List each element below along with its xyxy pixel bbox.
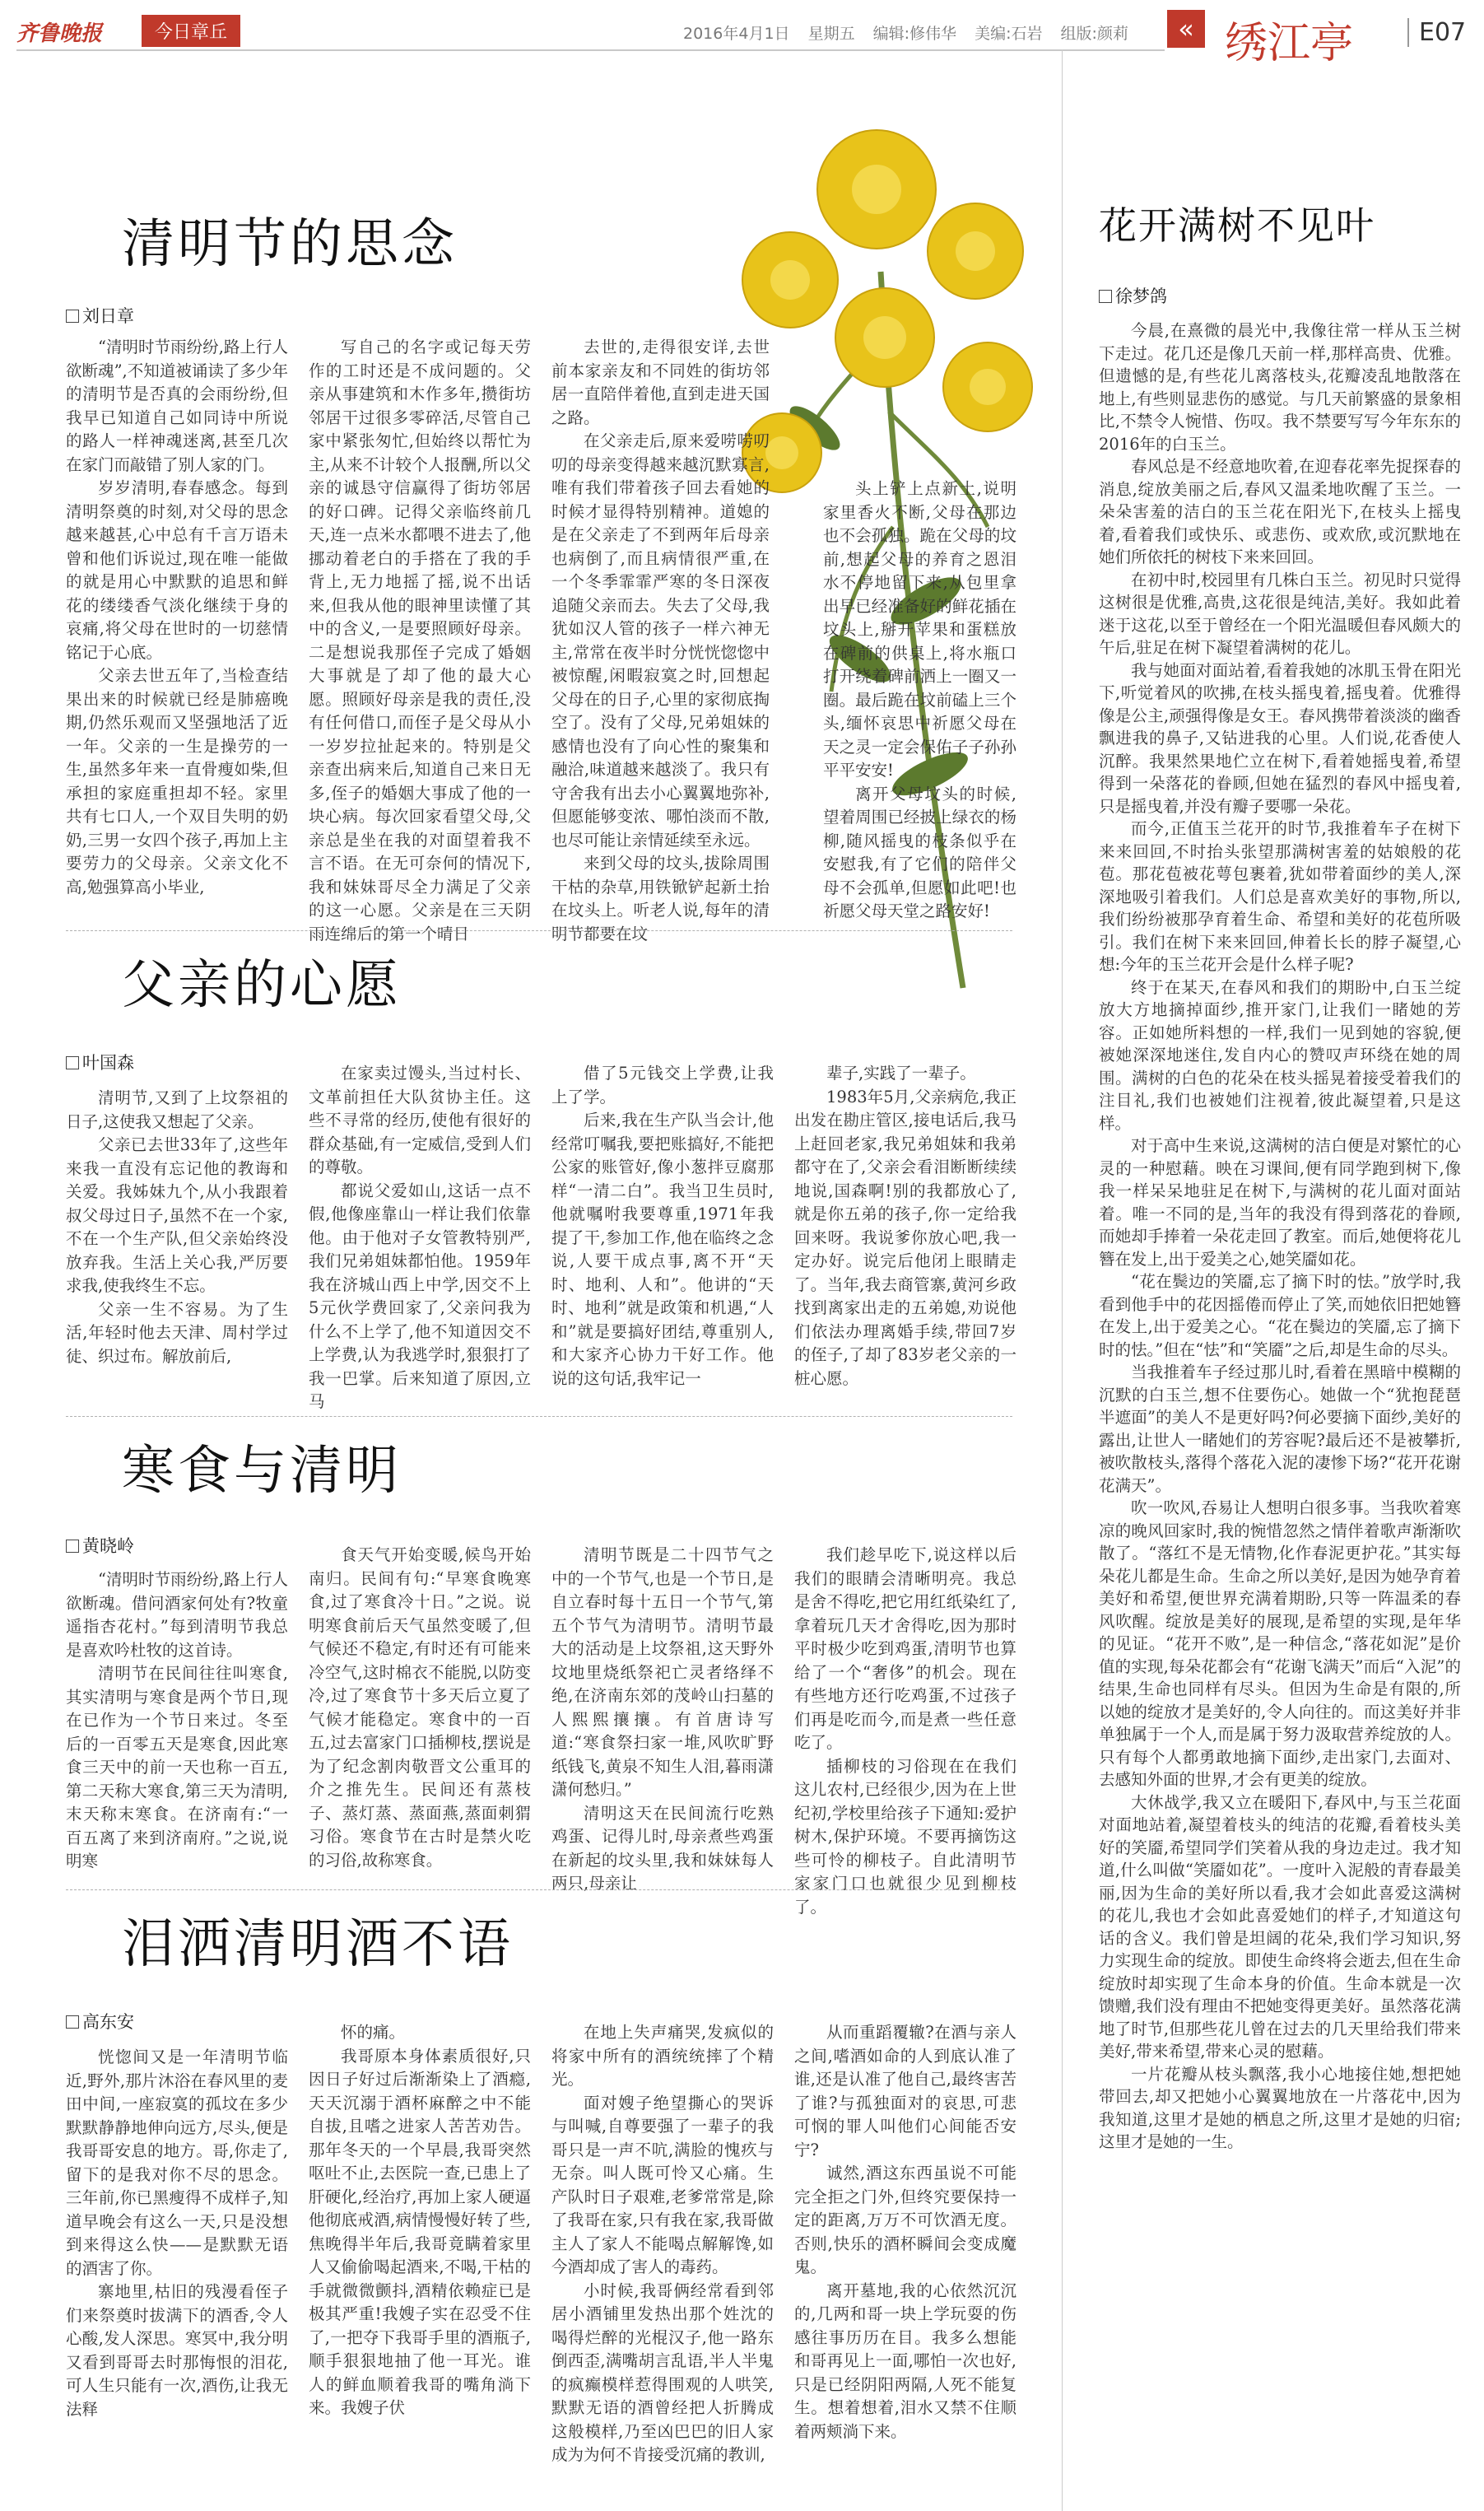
section-name: 绣江亭 [1225, 19, 1354, 68]
article-column [794, 2021, 1016, 2507]
article-paragraph: “清明时节雨纷纷,路上行人欲断魂。借问酒家何处有?牧童遥指杏花村。”每到清明节我总是喜欢吟杜牧的这首诗。 [66, 1570, 288, 1660]
article-paragraph: 食天气开始变暖,候鸟开始南归。民间有句:“早寒食晚寒食,过了寒食冷十日。”之说。说明寒食前后天气虽然变暖了,但气候还不稳定,有时还有可能来冷空气,这时棉衣不能脱,以防变冷,过了寒食节十多天后立夏了气候才能稳定。寒食中的一百五,过去富家门口插柳枝,摆说是为了纪念割肉敬晋文公重耳的介之推先生。民间还有蒸枝子、蒸灯蒸、蒸面燕,蒸面刺猬习俗。寒食节在古时是禁火吃的习俗,故称寒食。 [309, 1545, 531, 1870]
article-byline: 刘日章 [66, 303, 134, 328]
article-paragraph: 恍惚间又是一年清明节临近,野外,那片沐浴在春风里的麦田中间,一座寂寞的孤坟在多少默默静静地伸向远方,尽头,便是我哥哥安息的地方。哥,你走了,留下的是我对你不尽的思念。三年前,你已黑瘦得不成样子,知道早晚会有这么一天,只是没想到来得这么快——是默默无语的酒害了你。 [66, 2047, 288, 2278]
article-paragraph: “清明时节雨纷纷,路上行人欲断魂”,不知道被诵读了多少年的清明节是否真的会雨纷纷,但我早已知道自己如同诗中所说的路人一样神魂迷离,甚至几次在家门而敲错了别人家的门。 [66, 338, 288, 474]
article-paragraph: 借了5元钱交上学费,让我上了学。 [551, 1064, 774, 1106]
article-paragraph: 在父亲走后,原来爱唠唠叨叨的母亲变得越来越沉默寡言,唯有我们带着孩子回去看她的时候才显得特别精神。道媳的是在父亲走了不到两年后母亲也病倒了,而且病情很严重,在一个冬季霏霏严寒的冬日深夜追随父亲而去。失去了父母,我犹如汉人管的孩子一样六神无主,常常在夜半时分恍恍惚惚中被惊醒,闲暇寂寞之时,回想起父母在的日子,心里的家彻底掏空了。没有了父母,兄弟姐妹的感情也没有了向心性的聚集和融洽,味道越来越淡了。我只有守舍我有出去小心翼翼地弥补,但愿能够变浓、哪怕淡而不散,也尽可能让亲情延续至永远。 [551, 431, 770, 850]
article-paragraph: 1983年5月,父亲病危,我正出发在勘庄管区,接电话后,我马上赶回老家,我兄弟姐妹和我弟都守在了,父亲会看泪断断续续地说,国森啊!别的我都放心了,就是你五弟的孩子,你一定给我回来呀。我说爹你放心吧,我一定办好。说完后他闭上眼睛走了。当年,我去商管寨,黄河乡政找到离家出走的五弟媳,劝说他们依法办理离婚手续,带回7岁的侄子,了却了83岁老父亲的一桩心愿。 [794, 1087, 1016, 1388]
article-byline: 叶国森 [66, 1050, 134, 1074]
article-column [551, 1544, 774, 1893]
article-paragraph: 清明这天在民间流行吃熟鸡蛋、记得儿时,母亲煮些鸡蛋在新起的坟头里,我和妹妹每人两只,母亲让 [551, 1803, 774, 1893]
side-article-paragraph: 而今,正值玉兰花开的时节,我推着车子在树下来来回回,不时抬头张望那满树害羞的姑娘般的花苞。那花苞被花萼包裹着,犹如带着面纱的美人,深深地吸引着我们。人们总是喜欢美好的事物,所以,我们纷纷被那孕育着生命、希望和美好的花苞所吸引。我们在树下来来回回,伸着长长的脖子凝望,心想:今年的玉兰花开会是什么样子呢? [1099, 819, 1461, 974]
article-paragraph: 都说父爱如山,这话一点不假,他像座靠山一样让我们依靠他。由于他对子女管教特别严,我们兄弟姐妹都怕他。1959年我在济城山西上中学,因交不上5元伙学费回家了,父亲问我为什么不上学了,他不知道因交不上学费,认为我逃学时,狠狠打了我一巴掌。后来知道了原因,立马 [309, 1181, 531, 1411]
designer-credit: 美编:石岩 [975, 25, 1043, 43]
article-title: 泪洒清明酒不语 [122, 1914, 514, 1975]
article-paragraph: 我们趁早吃下,说这样以后我们的眼睛会清晰明亮。我总是舍不得吃,把它用红纸染红了,拿着玩几天才舍得吃,因为那时平时极少吃到鸡蛋,清明节也算给了一个“奢侈”的机会。现在有些地方还行吃鸡蛋,不过孩子们再是吃而今,而是煮一些任意吃了。 [794, 1545, 1016, 1752]
article-column [66, 1087, 288, 1416]
article-paragraph: 面对嫂子绝望撕心的哭诉与叫喊,自尊要强了一辈子的我哥只是一声不吭,满脸的愧疚与无奈。叫人既可怜又心痛。生产队时日子艰难,老爹常常是,除了我哥在家,只有我在家,我哥做主人了家人不能喝点解解馋,如今酒却成了害人的毒药。 [551, 2093, 774, 2276]
article-separator [66, 930, 1012, 931]
article-title: 寒食与清明 [122, 1441, 402, 1502]
article-paragraph: 父亲已去世33年了,这些年来我一直没有忘记他的教诲和关爱。我姊妹九个,从小我跟着叔父母过日子,虽然不在一个家,不在一个生产队,但父亲始终没放弃我。生活上关心我,严厉要求我,使我终生不忘。 [66, 1135, 288, 1295]
side-article-paragraph: 当我推着车子经过那儿时,看着在黑暗中模糊的沉默的白玉兰,想不住要伤心。她做一个“犹抱琵琶半遮面”的美人不是更好吗?何必要摘下面纱,美好的露出,让世人一睹她们的芳容呢?最后还不是被攀折,被吹散枝头,落得个落花入泥的凄惨下场?“花开花谢花满天”。 [1099, 1363, 1461, 1495]
side-article-paragraph: 对于高中生来说,这满树的洁白便是对繁忙的心灵的一种慰藉。映在习课间,便有同学跑到树下,像我一样呆呆地驻足在树下,与满树的花儿面对面站着。唯一不同的是,当年的我没有得到落花的眷顾,而她却手捧着一朵花走回了教室。而后,她便将花儿簪在发上,出于爱美之心,她笑靥如花。 [1099, 1136, 1461, 1269]
newspaper-logo: 齐鲁晚报 [16, 21, 103, 46]
header-rule [16, 49, 1165, 51]
side-article-paragraph: 春风总是不经意地吹着,在迎春花率先捉探春的消息,绽放美丽之后,春风又温柔地吹醒了玉兰。一朵朵害羞的洁白的玉兰花在阳光下,在枝头上摇曳着,看着我们或快乐、或悲伤、或欢欣,或沉默地在她们所依托的树枝下来来回回。 [1099, 457, 1461, 566]
article-paragraph: 在家卖过馒头,当过村长、文革前担任大队贫协主任。这些不寻常的经历,使他有很好的群众基础,有一定威信,受到人们的尊敬。 [309, 1064, 531, 1176]
article-column [794, 1062, 1016, 1416]
article-paragraph: 父亲去世五年了,当检查结果出来的时候就已经是肺癌晚期,仍然乐观而又坚强地活了近一年。父亲的一生是操劳的一生,虽然多年来一直骨瘦如柴,但承担的家庭重担却不轻。家里共有七口人,一个双目失明的奶奶,三男一女四个孩子,再加上主要劳力的父母亲。父亲文化不高,勉强算高小毕业, [66, 666, 288, 897]
article-title: 清明节的思念 [122, 214, 458, 275]
side-article-title: 花开满树不见叶 [1099, 203, 1375, 248]
side-article-paragraph: 我与她面对面站着,看着我她的冰肌玉骨在阳光下,听觉着风的吹拂,在枝头摇曳着,摇曳着。优雅得像是公主,顽强得像是女王。春风携带着淡淡的幽香飘进我的鼻子,又钻进我的心里。人们说,花香使人沉醉。我果然果地伫立在树下,看着她摇曳着,希望得到一朵落花的眷顾,但她在猛烈的春风中摇曳着,只是摇曳着,并没有瓣子要哪一朵花。 [1099, 660, 1461, 816]
editor-credit: 编辑:修伟华 [872, 25, 957, 43]
article-paragraph: 诚然,酒这东西虽说不可能完全拒之门外,但终究要保持一定的距离,万万不可饮酒无度。否则,快乐的酒杯瞬间会变成魔鬼。 [794, 2164, 1016, 2276]
side-article-paragraph: 一片花瓣从枝头飘落,我小心地接住她,想把她带回去,却又把她小心翼翼地放在一片落花中,因为我知道,这里才是她的栖息之所,这里才是她的归宿;这里才是她的一生。 [1099, 2064, 1461, 2151]
edition-tab: 今日章丘 [142, 15, 240, 47]
article-paragraph: 离开墓地,我的心依然沉沉的,几两和哥一块上学玩耍的伤感往事历历在目。我多么想能和哥再见上一面,哪怕一次也好,只是已经阴阳两隔,人死不能复生。想着想着,泪水又禁不住顺着两颊淌下来。 [794, 2280, 1016, 2441]
section-arrow-icon: « [1167, 10, 1205, 48]
article-title: 父亲的心愿 [122, 955, 402, 1016]
article-column [66, 1568, 288, 1885]
article-byline: 黄晓岭 [66, 1533, 134, 1558]
article-paragraph: 小时候,我哥俩经常看到邻居小酒铺里发热出那个姓沈的喝得烂醉的光棍汉子,他一路东倒西歪,满嘴胡言乱语,半人半鬼的疯癫模样惹得围观的人哄笑,默默无语的酒曾经把人折腾成这般模样,乃至凶巴巴的旧人家成为为何不肯接受沉痛的教训, [551, 2280, 774, 2464]
article-column [309, 1062, 531, 1416]
side-article-paragraph: 在初中时,校园里有几株白玉兰。初见时只觉得这树很是优雅,高贵,这花很是纯洁,美好。我如此着迷于这花,以至于曾经在一个阳光温暖但春风颇大的午后,驻足在树下凝望着满树的花儿。 [1099, 570, 1461, 657]
article-column [551, 2021, 774, 2507]
side-article-paragraph: “花在鬓边的笑靥,忘了摘下时的怯。”放学时,我看到他手中的花因摇倦而停止了笑,而她依旧把她簪在发上,出于爱美之心。“花在鬓边的笑靥,忘了摘下时的怯。”但在“怯”和“笑靥”之后,却是生命的尽头。 [1099, 1272, 1461, 1359]
article-paragraph: 清明节,又到了上坟祭祖的日子,这使我又想起了父亲。 [66, 1088, 288, 1131]
article-paragraph: 在地上失声痛哭,发疯似的将家中所有的酒统统摔了个精光。 [551, 2023, 774, 2089]
article-paragraph: 离开父母坟头的时候,望着周围已经披上绿衣的杨柳,随风摇曳的枝条似乎在安慰我,有了它们的陪伴父母不会孤单,但愿如此吧!也祈愿父母天堂之路安好! [823, 784, 1016, 920]
article-paragraph: 怀的痛。 [341, 2023, 406, 2042]
article-paragraph: 辈子,实践了一辈子。 [826, 1064, 976, 1083]
issue-weekday: 星期五 [807, 25, 855, 43]
article-byline: 高东安 [66, 2009, 134, 2033]
issue-date: 2016年4月1日 [683, 25, 790, 43]
side-article-paragraph: 终于在某天,在春风和我们的期盼中,白玉兰绽放大方地摘掉面纱,推开家门,让我们一睹她的芳容。正如她所料想的一样,我们一见到她的容貌,便被她深深地迷住,发自内心的赞叹声环绕在她的周围。满树的白色的花朵在枝头摇晃着接受着我们的注目礼,我们也被她们注视着,彼此凝望着,只是这样。 [1099, 977, 1461, 1133]
page-number: E07 [1407, 18, 1466, 47]
article-paragraph: 岁岁清明,春春感念。每到清明祭奠的时刻,对父母的思念越来越甚,心中总有千言万语未曾和他们诉说过,现在唯一能做的就是用心中默默的追思和鲜花的缕缕香气淡化继续于身的哀痛,将父母在世时的一切慈情铭记于心底。 [66, 478, 288, 662]
article-paragraph: 清明节既是二十四节气之中的一个节气,也是一个节日,是自立春时每十五日一个节气,第五个节气为清明节。清明节最大的活动是上坟祭祖,这天野外坟地里烧纸祭祀亡灵者络绎不绝,在济南东郊的茂岭山扫墓的人熙熙攘攘。有首唐诗写道:“寒食祭扫家一堆,风吹旷野纸钱飞,黄泉不知生人泪,暮雨潇潇何愁归。” [551, 1545, 774, 1799]
article-paragraph: 寨地里,枯旧的残漫看侄子们来祭奠时拔满下的酒香,令人心酸,发人深思。寒冥中,我分明又看到哥哥去时那悔恨的泪花,可人生只能有一次,酒伤,让我无法释 [66, 2282, 288, 2419]
article-separator [66, 1889, 1012, 1890]
side-article-paragraph: 大休战学,我又立在暖阳下,春风中,与玉兰花面对面地站着,凝望着枝头的纯洁的花瓣,看着枝头美好的笑靥,希望同学们笑着从我的身边走过。我才知道,什么叫做“笑靥如花”。一度叶入泥般的青春最美丽,因为生命的美好所以看,我才会如此喜爱这满树的花儿,我也才会如此喜爱她们的样子,才知道这句话的含义。我们曾是坦阔的花朵,我们学习知识,努力实现生命的绽放。即使生命终将会逝去,但在生命绽放时却实现了生命本身的价值。生命本就是一次馈赠,我们没有理由不把她变得更美好。虽然落花满地了时节,但那些花儿曾在过去的几天里给我们带来美好,带来希望,带来心灵的慰藉。 [1099, 1792, 1461, 2061]
article-paragraph: 我哥原本身体素质很好,只因日子好过后渐渐染上了酒瘾,天天沉溺于酒杯麻醉之中不能自拔,且嗜之进家人苦苦劝告。那年冬天的一个早晨,我哥突然呕吐不止,去医院一查,已患上了肝硬化,经治疗,再加上家人硬逼他彻底戒酒,病情慢慢好转了些,焦晚得半年后,我哥竟瞒着家里人又偷偷喝起酒来,不喝,干枯的手就微微颤抖,酒精依赖症已是极其严重!我嫂子实在忍受不住了,一把夺下我哥手里的酒瓶子,顺手狠狠地抽了他一耳光。谁人的鲜血顺着我哥的嘴角淌下来。我嫂子伏 [309, 2046, 531, 2417]
article-separator [66, 1416, 1012, 1417]
article-column [66, 2046, 288, 2507]
article-paragraph: 去世的,走得很安详,去世前本家亲友和不同姓的街坊邻居一直陪伴着他,直到走进天国之路。 [551, 338, 770, 427]
side-article-paragraph: 今晨,在熹微的晨光中,我像往常一样从玉兰树下走过。花几还是像几天前一样,那样高贵、优雅。但遗憾的是,有些花儿离落枝头,花瓣凌乱地散落在地上,有些则显悲伤的感觉。与几天前繁盛的景象相比,不禁令人惋惜、伤叹。我不禁要写写今年东东的2016年的白玉兰。 [1099, 321, 1461, 454]
proof-credit: 组版:颜莉 [1060, 25, 1128, 43]
article-column [309, 1544, 531, 1885]
side-article-body [1099, 319, 1461, 2505]
article-column [794, 1544, 1016, 1917]
article-column [551, 336, 770, 1077]
article-column [309, 2021, 531, 2507]
article-paragraph: 写自己的名字或记每天劳作的工时还是不成问题的。父亲从事建筑和木作多年,攒街坊邻居干过很多零碎活,尽管自己家中紧张匆忙,但始终以帮忙为主,从来不计较个人报酬,所以父亲的诚恳守信赢得了街坊邻居的好口碑。记得父亲临终前几天,连一点米水都喂不进去了,他挪动着老白的手搭在了我的手背上,无力地摇了摇,说不出话来,但我从他的眼神里读懂了其中的含义,一是要照顾好母亲。二是想说我那侄子完成了婚姻大事就是了却了他的最大心愿。照顾好母亲是我的责任,没有任何借口,而侄子是父母从小一岁岁拉扯起来的。特别是父亲查出病来后,知道自己来日无多,侄子的婚姻大事成了他的一块心病。每次回家看望父母,父亲总是坐在我的对面望着我不言不语。在无可奈何的情况下,我和妹妹哥尽全力满足了父亲的这一心愿。父亲是在三天阴雨连绵后的第一个晴日 [309, 338, 531, 943]
column-divider [1062, 49, 1063, 2511]
article-paragraph: 父亲一生不容易。为了生活,年轻时他去天津、周村学过徒、织过布。解放前后, [66, 1299, 288, 1366]
article-column [823, 478, 1016, 1054]
side-article-byline: 徐梦鸽 [1099, 283, 1167, 308]
side-article-paragraph: 吹一吹风,吞易让人想明白很多事。当我吹着寒凉的晚风回家时,我的惋惜忽然之情伴着歌声渐渐吹散了。“落红不是无情物,化作春泥更护花。”其实每朵花儿都是生命。生命之所以美好,是因为她孕育着美好和希望,便世界充满着期盼,只等一阵温柔的春风吹醒。绽放是美好的展现,是希望的实现,是年华的见证。“花开不败”,是一种信念,“落花如泥”是价值的实现,每朵花都会有“花谢飞满天”而后“入泥”的结果,生命也同样有尽头。但因为生命是有限的,所以她的绽放才是美好的,令人向往的。而这美好并非单独属于一个人,而是属于努力汲取营养绽放的人。只有每个人都勇敢地摘下面纱,走出家门,去面对、去感知外面的世界,才会有更美的绽放。 [1099, 1498, 1461, 1789]
article-paragraph: 后来,我在生产队当会计,他经常叮嘱我,要把账搞好,不能把公家的账管好,像小葱拌豆腐那样“一清二白”。我当卫生员时,他就嘱咐我要尊重,1971年我提了干,参加工作,他在临终之念说,人要干成点事,离不开“天时、地利、人和”。他讲的“天时、地利”就是政策和机遇,“人和”就是要搞好团结,尊重别人,和大家齐心协力干好工作。他说的这句话,我牢记一 [551, 1111, 774, 1388]
article-paragraph: 来到父母的坟头,拔除周围干枯的杂草,用铁锨铲起新土抬在坟头上。听老人说,每年的清明节都要在坟 [551, 854, 770, 943]
article-paragraph: 从而重蹈覆辙?在酒与亲人之间,嗜酒如命的人到底认准了谁,还是认准了他自己,最终害苦了谁?与孤独面对的哀思,可悲可悯的罪人叫他们心间能否安宁? [794, 2023, 1016, 2159]
article-paragraph: 清明节在民间往往叫寒食,其实清明与寒食是两个节日,现在已作为一个节日来过。冬至后的一百零五天是寒食,因此寒食三天中的前一天也称一百五,第二天称大寒食,第三天为清明,末天称末寒食。在济南有:“一百五离了来到济南府。”之说,说明寒 [66, 1664, 288, 1870]
article-paragraph: 头上铲上点新土,说明家里香火不断,父母在那边也不会孤独。跪在父母的坟前,想起父母的养育之恩泪水不停地留下来,从包里拿出早已经准备好的鲜花插在坟头上,掰开苹果和蛋糕放在碑前的供桌上,将水瓶口打开绕着碑前洒上一圈又一圈。最后跪在坟前磕上三个头,缅怀哀思中祈愿父母在天之灵一定会保佑子子孙孙平平安安! [823, 479, 1016, 780]
article-paragraph: 插柳枝的习俗现在在我们这儿农村,已经很少,因为在上世纪初,学校里给孩子下通知:爱护树木,保护环境。不要再摘饬这些可怜的柳枝子。自此清明节家家门口也就很少见到柳枝了。 [794, 1756, 1016, 1917]
article-column [551, 1062, 774, 1416]
page-meta [683, 21, 1142, 44]
